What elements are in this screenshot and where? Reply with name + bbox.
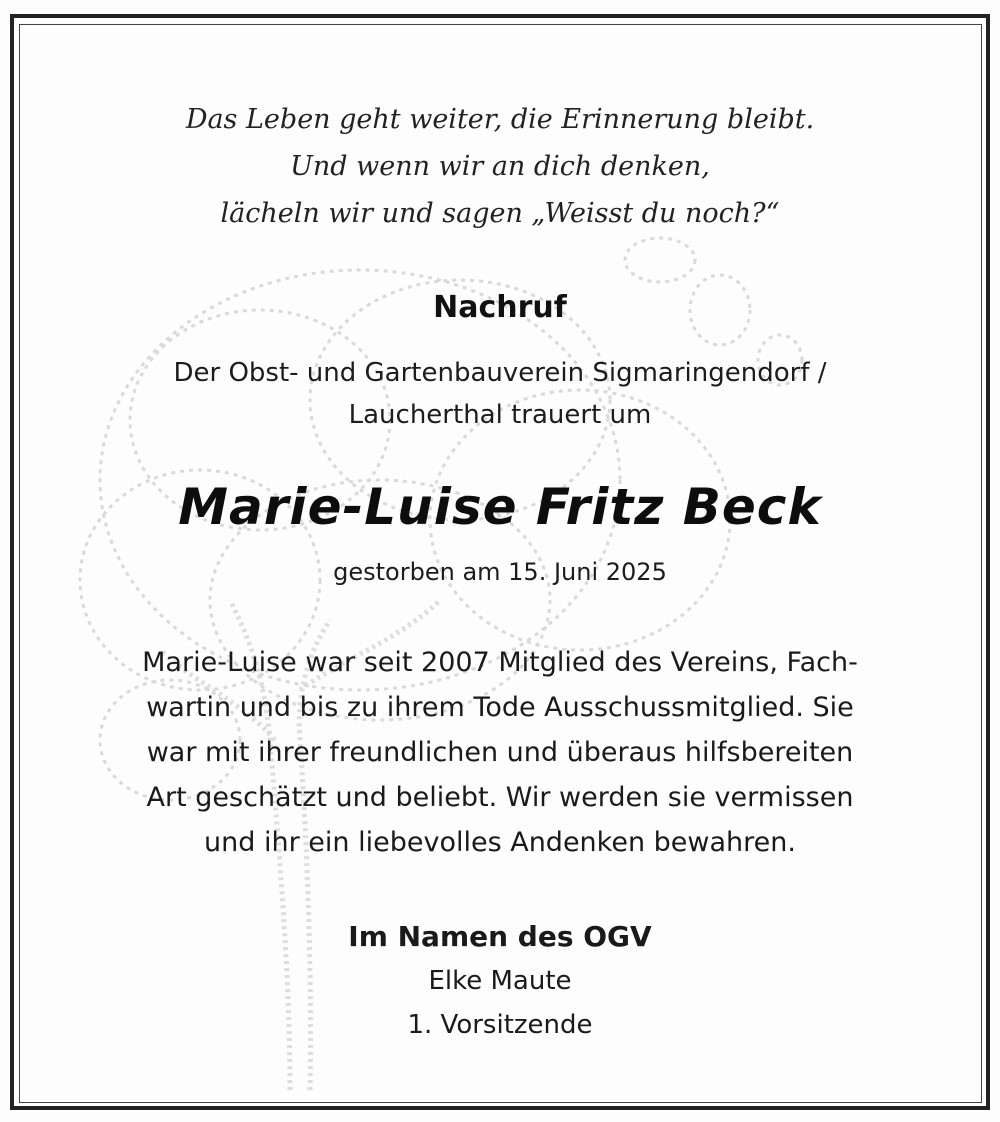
signature-org: Im Namen des OGV <box>348 920 652 953</box>
date-of-death: gestorben am 15. Juni 2025 <box>333 558 667 586</box>
organization-line: Laucherthal trauert um <box>348 400 652 430</box>
organization-line: Der Obst- und Gartenbauverein Sigmaringendorf / <box>173 358 827 388</box>
tribute-line: Marie-Luise war seit 2007 Mitglied des Vereins, Fach- <box>142 647 858 678</box>
tribute-text <box>20 640 980 865</box>
tribute-line: wartin und bis zu ihrem Tode Ausschussmitglied. Sie <box>146 692 854 723</box>
signatory-name: Elke Maute <box>428 966 572 996</box>
tribute-line: und ihr ein liebevolles Andenken bewahren. <box>204 827 796 858</box>
tribute-line: war mit ihrer freundlichen und überaus hilfsbereiten <box>146 737 854 768</box>
verse-line: Das Leben geht weiter, die Erinnerung bleibt. <box>185 104 815 135</box>
signature-block <box>20 915 980 1047</box>
memorial-verse <box>20 96 980 237</box>
notice-heading: Nachruf <box>433 290 567 325</box>
organization-statement <box>20 352 980 436</box>
deceased-name: Marie-Luise Fritz Beck <box>178 478 822 536</box>
verse-line: Und wenn wir an dich denken, <box>290 151 710 182</box>
tribute-line: Art geschätzt und beliebt. Wir werden sie vermissen <box>146 782 854 813</box>
signatory-title: 1. Vorsitzende <box>407 1010 593 1040</box>
verse-line: lächeln wir und sagen „Weisst du noch?“ <box>220 198 780 229</box>
